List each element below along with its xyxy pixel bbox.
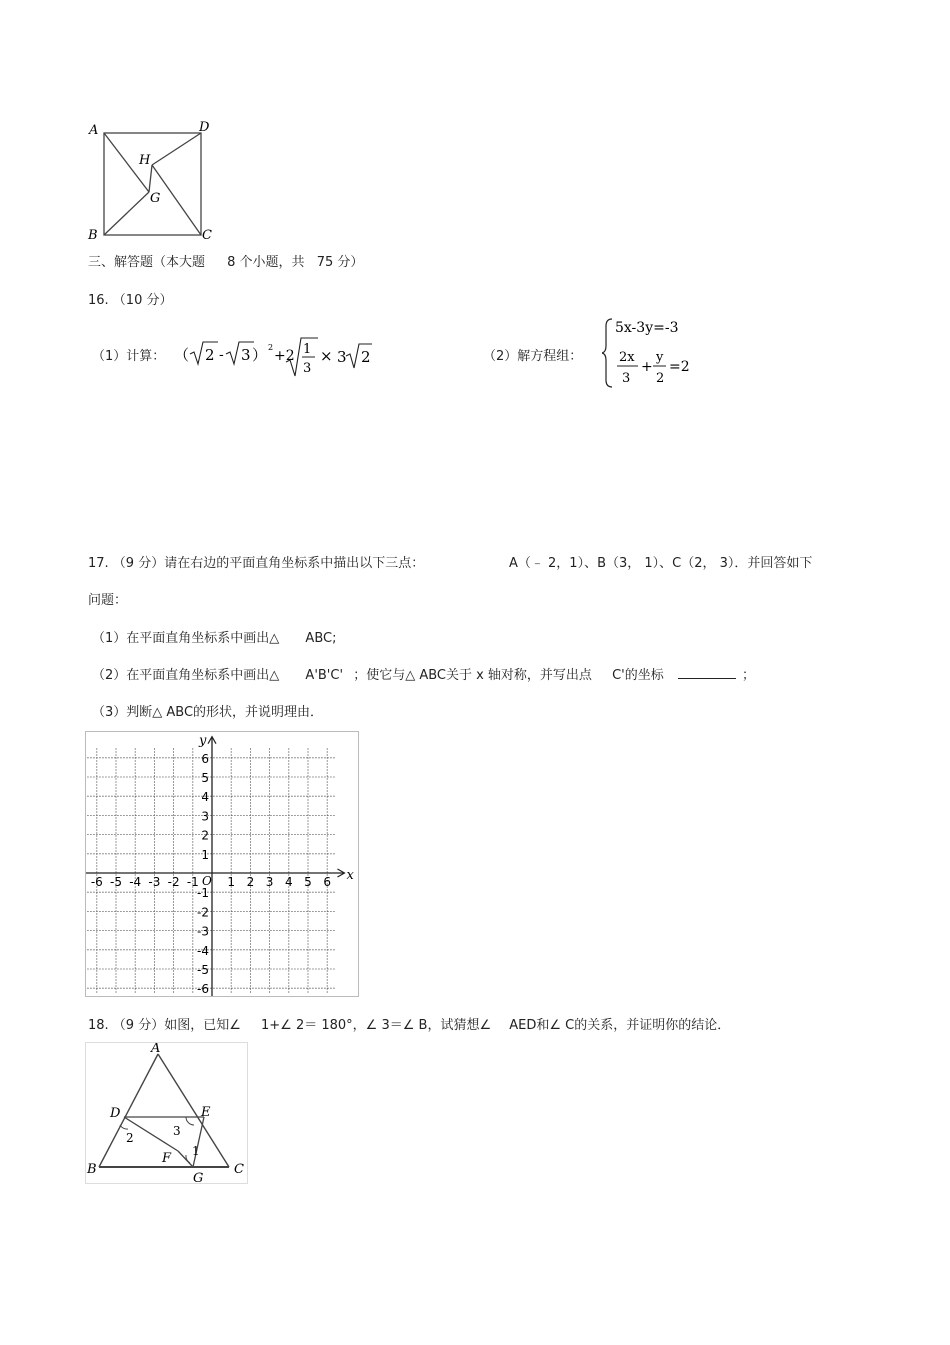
eq2-num1: 2x (619, 350, 635, 365)
x-tick-label: -3 (148, 875, 161, 889)
label-b: B (88, 228, 98, 240)
label-b: B (87, 1162, 97, 1177)
q17-part3: （3）判断△ ABC的形状，并说明理由． (92, 705, 324, 720)
x-tick-label: 5 (304, 875, 312, 889)
y-tick-label: -3 (197, 924, 209, 939)
minus-sign: - (219, 347, 224, 363)
label-3: 3 (173, 1124, 181, 1138)
y-tick-label: -1 (197, 886, 209, 901)
label-d: D (199, 120, 210, 135)
triangle-figure (85, 1042, 248, 1184)
coordinate-grid-figure (85, 731, 359, 997)
q16-part1-label: （1）计算： (92, 349, 166, 364)
y-tick-label: 2 (201, 828, 209, 843)
equation-1: 5x-3y=-3 (615, 320, 679, 336)
label-1: 1 (192, 1144, 200, 1158)
y-tick-label: 4 (201, 790, 209, 805)
eq2-den2: 2 (656, 371, 665, 386)
x-tick-label: 3 (265, 875, 274, 889)
section-heading (88, 251, 363, 270)
q17-part1-tri: ABC; (305, 631, 337, 646)
square-diagram (85, 120, 217, 240)
origin-label: O (202, 874, 212, 888)
q17-part2-end: ； (742, 668, 756, 683)
y-tick-label: -5 (197, 963, 209, 977)
close-paren: ） (252, 346, 268, 364)
square-figure (85, 120, 217, 240)
y-tick-label: -4 (197, 943, 209, 958)
radicand-a: 2 (205, 346, 215, 364)
q17-line1b: A（﹣ 2，1）、B（3， 1）、C（2， 3）．并回答如下 (509, 556, 813, 571)
q16-header: 16. （10 分） (88, 293, 173, 308)
x-tick-label: -1 (186, 875, 199, 889)
x-tick-label: -5 (110, 875, 122, 889)
equation-system (602, 316, 700, 394)
q17-part2 (92, 664, 755, 683)
label-a: A (89, 123, 99, 138)
label-d: D (110, 1106, 121, 1121)
q18-text-c: AED和∠ C的关系，并证明你的结论． (509, 1018, 731, 1033)
radicand-b: 3 (241, 346, 251, 364)
y-tick-label: 6 (201, 751, 209, 766)
q17-line1a: 17. （9 分）请在右边的平面直角坐标系中描出以下三点： (88, 556, 425, 571)
x-tick-label: 1 (227, 875, 236, 889)
eq2-rhs: =2 (669, 359, 690, 375)
label-h: H (139, 153, 151, 168)
x-tick-label: -6 (90, 875, 103, 889)
x-tick-label: 2 (246, 875, 255, 889)
coordinate-grid (86, 732, 358, 996)
frac-num: 1 (303, 342, 312, 357)
times-sign: × (320, 347, 333, 365)
q18-text-b: 1+∠ 2＝ 180°，∠ 3＝∠ B，试猜想∠ (261, 1018, 492, 1033)
eq2-num2: y (656, 350, 664, 365)
label-e: E (201, 1105, 211, 1120)
coefficient: 3 (337, 348, 347, 366)
y-tick-label: 1 (201, 847, 209, 862)
y-axis-label: y (199, 733, 207, 749)
q17-part2-point: C'的坐标 (612, 668, 664, 683)
equation-system-svg (602, 316, 700, 390)
y-tick-label: 5 (201, 771, 209, 785)
y-tick-label: 3 (201, 809, 209, 824)
q17-line2: 问题： (88, 593, 128, 608)
q17-part2-text: （2）在平面直角坐标系中画出△ (92, 668, 280, 683)
label-c: C (202, 228, 212, 240)
plus-two: +2 (274, 348, 295, 364)
exponent: 2 (268, 343, 274, 352)
x-tick-label: -4 (129, 875, 142, 889)
label-g: G (193, 1171, 204, 1183)
q17-part2-prime: A'B'C' (305, 668, 344, 683)
label-f: F (162, 1151, 172, 1166)
q16-part1-expression (172, 336, 377, 376)
triangle-diagram (86, 1043, 247, 1183)
open-paren: （ (174, 346, 190, 364)
x-tick-label: 6 (323, 875, 332, 889)
section-count: 8 个小题，共 (227, 255, 305, 270)
label-g: G (150, 191, 161, 206)
label-c: C (234, 1162, 244, 1177)
eq2-den1: 3 (622, 371, 631, 386)
q18-text (88, 1014, 730, 1033)
q17-part1-text: （1）在平面直角坐标系中画出△ (92, 631, 280, 646)
y-tick-label: -6 (197, 982, 209, 996)
label-2: 2 (126, 1131, 134, 1145)
radicand-c: 2 (361, 348, 371, 366)
q16-part2-label: （2）解方程组： (483, 349, 583, 364)
q18-text-a: 18. （9 分）如图，已知∠ (88, 1018, 241, 1033)
answer-blank[interactable] (678, 667, 736, 679)
q17-part1 (92, 627, 336, 646)
x-tick-label: 4 (284, 875, 293, 889)
eq2-plus: + (641, 359, 653, 375)
y-tick-label: -2 (197, 905, 209, 920)
section-score: 75 分） (316, 255, 364, 270)
section-title: 三、解答题（本大题 (88, 255, 206, 270)
q17-part2-desc: ；使它与△ ABC关于 x 轴对称，并写出点 (353, 668, 592, 683)
expression-svg (172, 336, 377, 380)
x-axis-label: x (346, 868, 354, 883)
x-tick-label: -2 (167, 875, 180, 889)
label-a: A (151, 1043, 161, 1056)
frac-den: 3 (303, 361, 312, 376)
